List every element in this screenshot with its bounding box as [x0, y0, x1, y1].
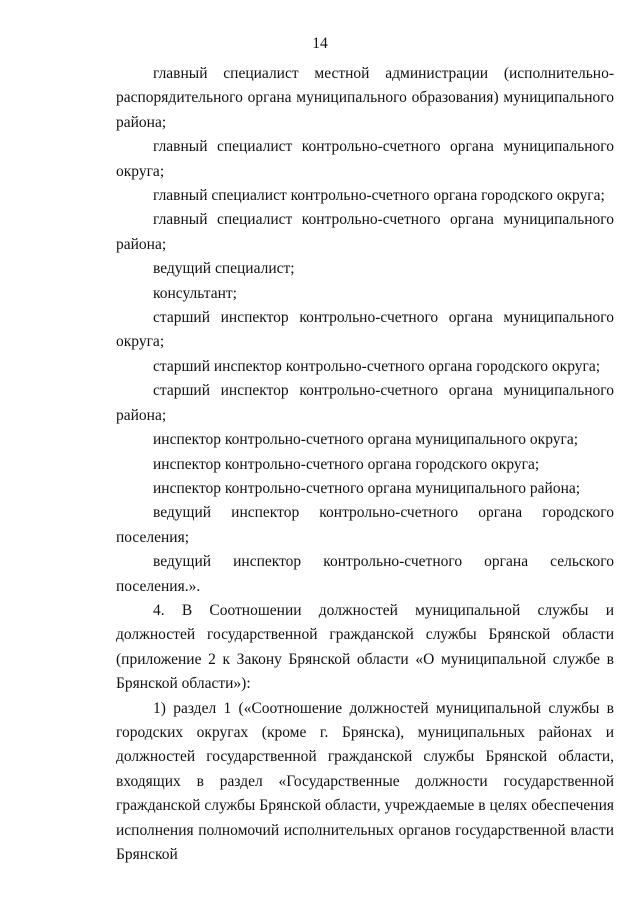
paragraph: 4. В Соотношении должностей муниципальной службы и должностей государственной гражданской службы Брянской области (приложение 2 к Закону Брянской области «О муниципальной службе в Брянской области»):: [116, 601, 614, 693]
paragraph: ведущий инспектор контрольно-счетного органа городского поселения;: [116, 504, 614, 546]
paragraph: старший инспектор контрольно-счетного органа муниципального округа;: [116, 309, 614, 351]
paragraph: 1) раздел 1 («Соотношение должностей муниципальной службы в городских округах (кроме г. Брянска), муниципальных районах и должностей государственной гражданской службы Брянской области, входящих в раздел «Государственные должности государственной гражданской службы Брянской области, учреждаемые в целях обеспечения исполнения полномочий исполнительных органов государственной власти Брянской: [116, 699, 614, 863]
paragraph: ведущий инспектор контрольно-счетного органа сельского поселения.».: [116, 553, 614, 595]
paragraph: главный специалист контрольно-счетного органа городского округа;: [153, 187, 605, 205]
paragraph: главный специалист контрольно-счетного органа муниципального округа;: [116, 138, 614, 180]
paragraph: ведущий специалист;: [153, 260, 295, 278]
page-number: 14: [312, 35, 328, 52]
paragraph: старший инспектор контрольно-счетного органа муниципального района;: [116, 382, 614, 424]
paragraph: инспектор контрольно-счетного органа муниципального округа;: [153, 431, 579, 449]
paragraph: главный специалист контрольно-счетного органа муниципального района;: [116, 211, 614, 253]
paragraph: старший инспектор контрольно-счетного органа городского округа;: [153, 357, 601, 375]
paragraph: инспектор контрольно-счетного органа городского округа;: [153, 455, 540, 473]
paragraph: консультант;: [153, 284, 237, 302]
paragraph: главный специалист местной администрации (исполнительно-распорядительного органа муниципального образования) муниципального района;: [116, 65, 614, 131]
paragraph: инспектор контрольно-счетного органа муниципального района;: [153, 479, 581, 497]
document-body: [116, 62, 614, 867]
